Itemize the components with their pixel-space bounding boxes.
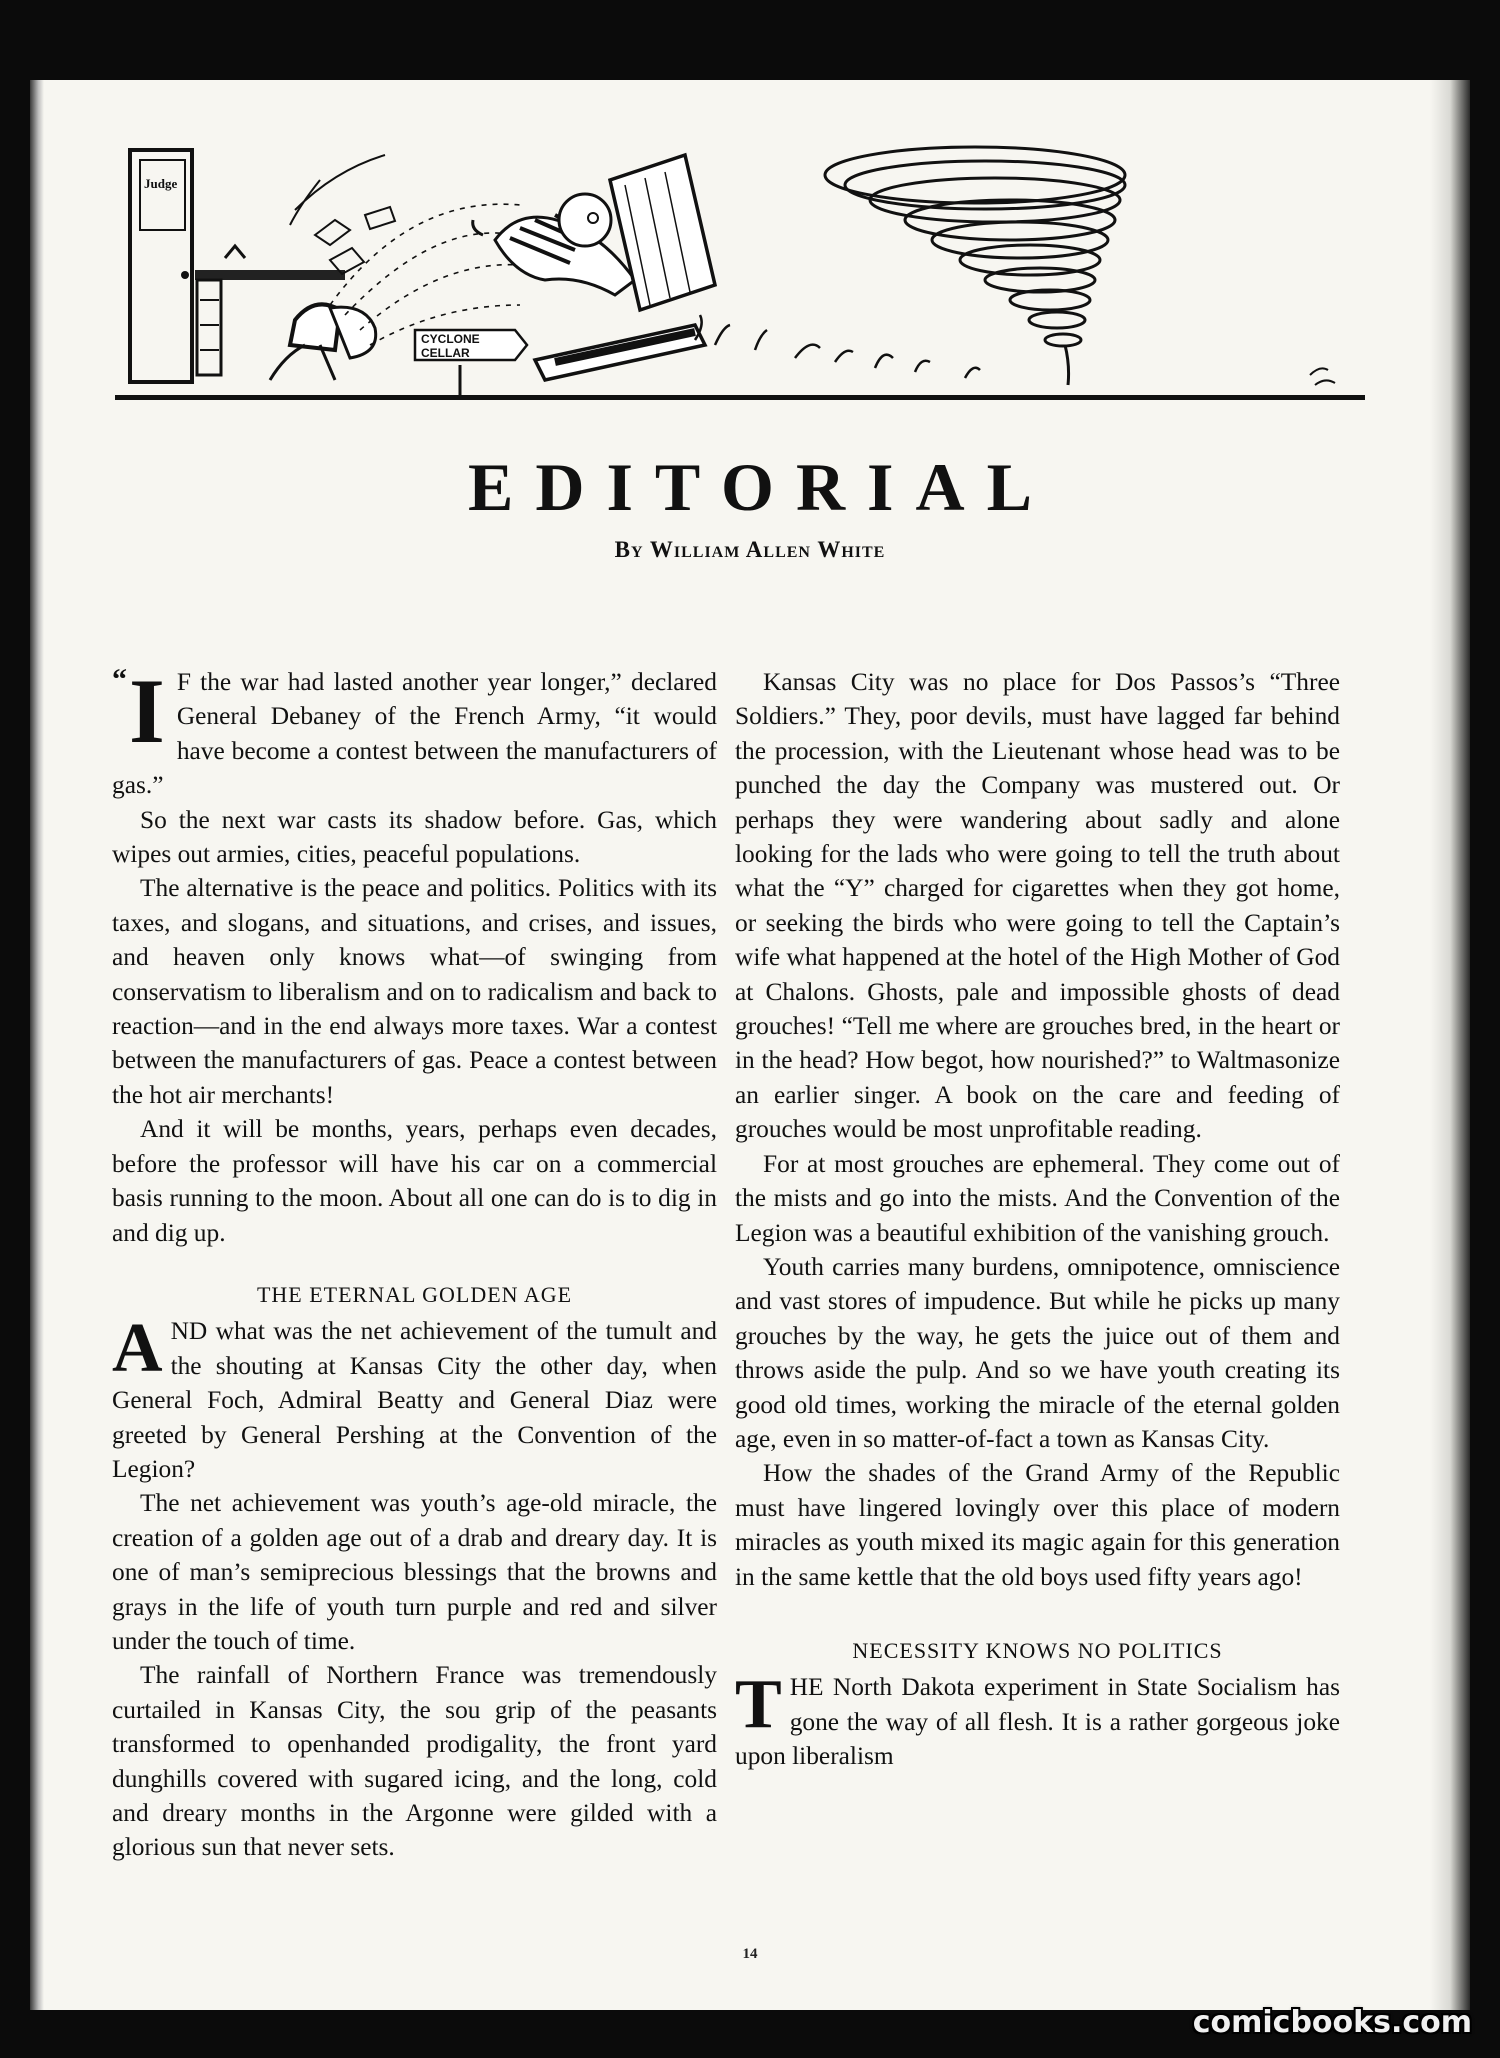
artist-signature: [1310, 368, 1335, 385]
paragraph: For at most grouches are ephemeral. They come out of the mists and go into the mists. And the Convention of the Legion was a beautiful exhibition of the vanishing grouch.: [735, 1149, 1340, 1247]
paragraph: So the next war casts its shadow before. Gas, which wipes out armies, cities, peaceful populations.: [112, 805, 717, 869]
papers-icon: [315, 207, 395, 274]
sign-line-1: CYCLONE: [421, 332, 480, 346]
page-title: EDITORIAL: [468, 449, 1054, 525]
paragraph: And it will be months, years, perhaps even decades, before the professor will have his car on a commercial basis running to the moon. About all one can do is to dig in and dig up.: [112, 1115, 717, 1247]
site-watermark: comicbooks.com: [1192, 2005, 1472, 2040]
cartoon-illustration: [115, 140, 1365, 420]
section-heading: NECESSITY KNOWS NO POLITICS: [852, 1637, 1223, 1663]
paragraph: [112, 660, 717, 803]
cyclone-icon: [825, 147, 1125, 385]
paragraph: [112, 1310, 717, 1486]
page-edge-shadow: [1430, 80, 1470, 2010]
paragraph: The rainfall of Northern France was tremendously curtailed in Kansas City, the sou grip of the peasants transformed to openhanded prodigality, the front yard dunghills covered with sugared icing, and the long, cold and dreary months in the Argonne were gilded with a glorious sun that never sets.: [112, 1661, 717, 1862]
magazine-page: [30, 80, 1470, 2010]
paragraph: The net achievement was youth’s age-old miracle, the creation of a golden age out of a drab and dreary day. It is one of man’s semiprecious blessings that the browns and grays in the life of youth turn purple and red and silver under the touch of time.: [112, 1489, 717, 1655]
drop-cap: I: [129, 660, 165, 762]
drop-cap: T: [735, 1666, 782, 1744]
paragraph: Youth carries many burdens, omnipotence, omniscience and vast stores of impudence. But while he picks up many grouches by the way, he gets the juice out of them and throws aside the pulp. And so we have youth creating its good old times, working the miracle of the eternal golden age, even in so matter-of-fact a town as Kansas City.: [735, 1252, 1340, 1453]
paragraph: Kansas City was no place for Dos Passos’s “Three Soldiers.” They, poor devils, must have lagged far behind the procession, with the Lieutenant whose head was to be punched the day the Company was mustered out. Or perhaps they were wandering about sadly and alone looking for the lads who were going to tell the truth about what the “Y” charged for cigarettes when they got home, or seeking the birds who were going to tell the Captain’s wife what happened at the hotel of the High Mother of God at Chalons. Ghosts, pale and impossible ghosts of dead grouches! “Tell me where are grouches bred, in the heart or in the head? How begot, how nourished?” to Waltmasonize an earlier singer. A book on the care and feeding of grouches would be most unprofitable reading.: [735, 668, 1340, 1144]
opening-quote: “: [112, 663, 127, 696]
paragraph: [735, 1666, 1340, 1773]
paragraph: The alternative is the peace and politics. Politics with its taxes, and slogans, and situations, and crises, and issues, and heaven only knows what—of swinging from conservatism to liberalism and on to radicalism and back to reaction—and in the end always more taxes. War a contest between the manufacturers of gas. Peace a contest between the hot air merchants!: [112, 874, 717, 1109]
paragraph-text: ND what was the net achievement of the tumult and the shouting at Kansas City the other day, when General Foch, Admiral Beatty and General Diaz were greeted by General Pershing at the Convention of the Legion?: [112, 1317, 717, 1483]
paragraph-text: HE North Dakota experiment in State Socialism has gone the way of all flesh. It is a rather gorgeous joke upon liberalism: [735, 1673, 1340, 1771]
paragraph-text: F the war had lasted another year longer,” declared General Debaney of the French Army, “it would have become a contest between the manufacturers of gas.”: [112, 668, 717, 800]
door-label: Judge: [144, 176, 178, 191]
left-column: [112, 660, 717, 1865]
sign-line-2: CELLAR: [421, 346, 470, 360]
paragraph: How the shades of the Grand Army of the Republic must have lingered lovingly over this place of modern miracles as youth mixed its magic again for this generation in the same kettle that the old boys used fifty years ago!: [735, 1459, 1340, 1591]
drop-cap: A: [112, 1310, 163, 1388]
section-heading: THE ETERNAL GOLDEN AGE: [256, 1281, 573, 1307]
page-spine-shadow: [30, 80, 44, 2010]
page-number: 14: [742, 1946, 758, 1962]
byline: By William Allen White: [614, 537, 886, 562]
right-column: [735, 665, 1340, 1774]
